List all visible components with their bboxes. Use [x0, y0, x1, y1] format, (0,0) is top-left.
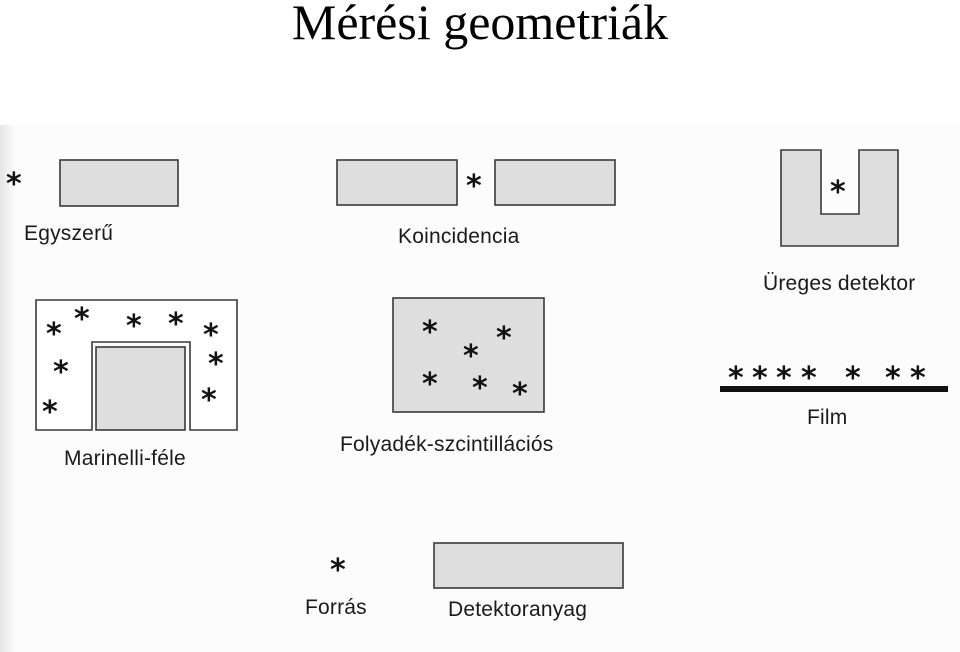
source-star-well: *: [830, 175, 846, 210]
source-star-marinelli: *: [42, 395, 58, 430]
source-star-marinelli: *: [168, 307, 184, 342]
source-star-marinelli: *: [208, 347, 224, 382]
source-star-liquid: *: [512, 377, 528, 412]
source-star-liquid: *: [422, 367, 438, 402]
source-star-marinelli: *: [126, 309, 142, 344]
source-star-film: *: [752, 361, 768, 396]
legend-detector-material: [434, 543, 623, 588]
page-title: Mérési geometriák: [291, 0, 669, 50]
source-star-liquid: *: [463, 339, 479, 374]
source-star-liquid: *: [422, 315, 438, 350]
source-star-film: *: [845, 361, 861, 396]
source-star-marinelli: *: [201, 383, 217, 418]
source-star-marinelli: *: [53, 355, 69, 390]
label-coincidence: Koincidencia: [398, 225, 520, 248]
source-star-marinelli: *: [46, 317, 62, 352]
label-simple: Egyszerű: [24, 222, 114, 245]
source-star-marinelli: *: [203, 318, 219, 353]
source-star-liquid: *: [496, 321, 512, 356]
legend-source-star: *: [330, 553, 346, 588]
source-star-film: *: [728, 361, 744, 396]
source-star-coincidence: *: [466, 169, 482, 204]
source-star-simple: *: [6, 167, 22, 202]
label-liquid-scintillation: Folyadék-szcintillációs: [340, 433, 554, 456]
source-star-liquid: *: [472, 371, 488, 406]
legend-label-detector-material: Detektoranyag: [448, 598, 588, 621]
label-marinelli: Marinelli-féle: [64, 447, 186, 470]
coincidence-detector-left: [337, 160, 457, 205]
legend-label-source: Forrás: [305, 596, 367, 619]
source-star-film: *: [885, 361, 901, 396]
label-film: Film: [807, 406, 848, 429]
source-star-film: *: [776, 361, 792, 396]
source-star-film: *: [801, 361, 817, 396]
source-star-marinelli: *: [74, 302, 90, 337]
coincidence-detector-right: [495, 160, 615, 205]
source-star-film: *: [910, 361, 926, 396]
simple-detector: [60, 160, 178, 206]
marinelli-detector: [96, 347, 185, 430]
label-well-detector: Üreges detektor: [763, 272, 916, 295]
